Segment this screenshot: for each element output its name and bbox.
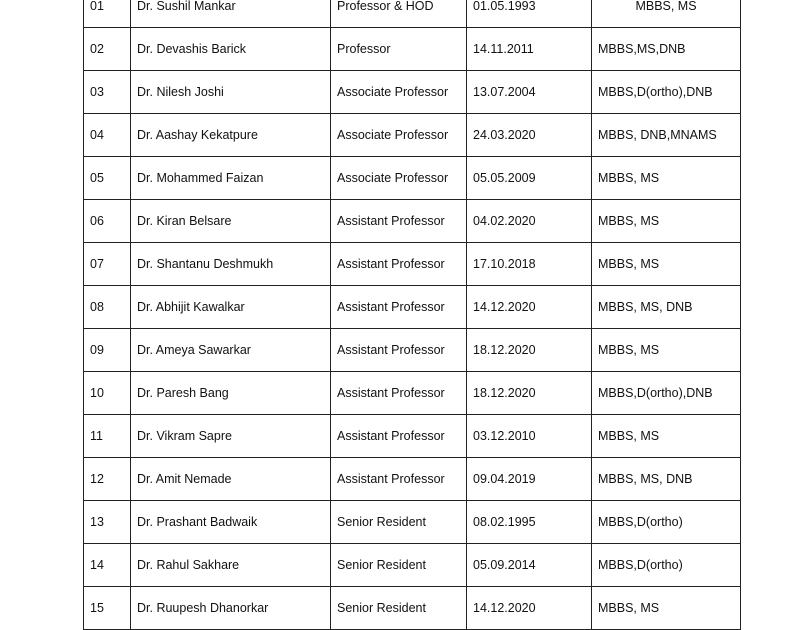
serial-number-cell: 04	[84, 114, 131, 157]
joining-date-cell: 18.12.2020	[467, 372, 592, 415]
doctor-name-cell: Dr. Kiran Belsare	[131, 200, 331, 243]
qualification-cell: MBBS, MS, DNB	[592, 286, 741, 329]
serial-number-cell: 10	[84, 372, 131, 415]
doctor-name-cell: Dr. Abhijit Kawalkar	[131, 286, 331, 329]
serial-number-cell: 07	[84, 243, 131, 286]
joining-date-cell: 03.12.2010	[467, 415, 592, 458]
table-row	[84, 372, 741, 415]
designation-cell: Assistant Professor	[331, 243, 467, 286]
qualification-cell: MBBS, MS	[592, 200, 741, 243]
designation-cell: Associate Professor	[331, 71, 467, 114]
qualification-cell: MBBS,D(ortho),DNB	[592, 372, 741, 415]
doctor-name-cell: Dr. Shantanu Deshmukh	[131, 243, 331, 286]
designation-cell: Senior Resident	[331, 587, 467, 630]
qualification-cell: MBBS,D(ortho)	[592, 501, 741, 544]
joining-date-cell: 08.02.1995	[467, 501, 592, 544]
designation-cell: Senior Resident	[331, 544, 467, 587]
joining-date-cell: 05.05.2009	[467, 157, 592, 200]
table-row	[84, 544, 741, 587]
qualification-cell: MBBS, MS	[592, 0, 741, 28]
joining-date-cell: 18.12.2020	[467, 329, 592, 372]
serial-number-cell: 05	[84, 157, 131, 200]
qualification-cell: MBBS,D(ortho)	[592, 544, 741, 587]
table-row	[84, 501, 741, 544]
faculty-table	[83, 0, 741, 630]
table-row	[84, 157, 741, 200]
designation-cell: Associate Professor	[331, 157, 467, 200]
table-row	[84, 200, 741, 243]
table-row	[84, 415, 741, 458]
doctor-name-cell: Dr. Devashis Barick	[131, 28, 331, 71]
qualification-cell: MBBS, MS	[592, 587, 741, 630]
joining-date-cell: 24.03.2020	[467, 114, 592, 157]
designation-cell: Assistant Professor	[331, 415, 467, 458]
doctor-name-cell: Dr. Sushil Mankar	[131, 0, 331, 28]
joining-date-cell: 05.09.2014	[467, 544, 592, 587]
qualification-cell: MBBS, DNB,MNAMS	[592, 114, 741, 157]
table-row	[84, 286, 741, 329]
table-row	[84, 329, 741, 372]
joining-date-cell: 01.05.1993	[467, 0, 592, 28]
serial-number-cell: 11	[84, 415, 131, 458]
serial-number-cell: 12	[84, 458, 131, 501]
doctor-name-cell: Dr. Rahul Sakhare	[131, 544, 331, 587]
qualification-cell: MBBS,MS,DNB	[592, 28, 741, 71]
table-row	[84, 0, 741, 28]
joining-date-cell: 04.02.2020	[467, 200, 592, 243]
qualification-cell: MBBS,D(ortho),DNB	[592, 71, 741, 114]
qualification-cell: MBBS, MS	[592, 243, 741, 286]
serial-number-cell: 02	[84, 28, 131, 71]
table-row	[84, 114, 741, 157]
designation-cell: Professor	[331, 28, 467, 71]
serial-number-cell: 06	[84, 200, 131, 243]
doctor-name-cell: Dr. Amit Nemade	[131, 458, 331, 501]
designation-cell: Professor & HOD	[331, 0, 467, 28]
table-row	[84, 587, 741, 630]
doctor-name-cell: Dr. Nilesh Joshi	[131, 71, 331, 114]
designation-cell: Assistant Professor	[331, 458, 467, 501]
serial-number-cell: 01	[84, 0, 131, 28]
doctor-name-cell: Dr. Vikram Sapre	[131, 415, 331, 458]
designation-cell: Associate Professor	[331, 114, 467, 157]
designation-cell: Senior Resident	[331, 501, 467, 544]
table-row	[84, 458, 741, 501]
qualification-cell: MBBS, MS	[592, 415, 741, 458]
qualification-cell: MBBS, MS, DNB	[592, 458, 741, 501]
joining-date-cell: 09.04.2019	[467, 458, 592, 501]
serial-number-cell: 09	[84, 329, 131, 372]
doctor-name-cell: Dr. Prashant Badwaik	[131, 501, 331, 544]
serial-number-cell: 13	[84, 501, 131, 544]
designation-cell: Assistant Professor	[331, 329, 467, 372]
serial-number-cell: 08	[84, 286, 131, 329]
doctor-name-cell: Dr. Aashay Kekatpure	[131, 114, 331, 157]
serial-number-cell: 14	[84, 544, 131, 587]
qualification-cell: MBBS, MS	[592, 157, 741, 200]
faculty-table-body	[84, 0, 741, 630]
doctor-name-cell: Dr. Ruupesh Dhanorkar	[131, 587, 331, 630]
table-row	[84, 28, 741, 71]
designation-cell: Assistant Professor	[331, 200, 467, 243]
doctor-name-cell: Dr. Ameya Sawarkar	[131, 329, 331, 372]
table-row	[84, 243, 741, 286]
designation-cell: Assistant Professor	[331, 372, 467, 415]
table-row	[84, 71, 741, 114]
serial-number-cell: 15	[84, 587, 131, 630]
joining-date-cell: 13.07.2004	[467, 71, 592, 114]
joining-date-cell: 14.12.2020	[467, 286, 592, 329]
designation-cell: Assistant Professor	[331, 286, 467, 329]
qualification-cell: MBBS, MS	[592, 329, 741, 372]
doctor-name-cell: Dr. Mohammed Faizan	[131, 157, 331, 200]
serial-number-cell: 03	[84, 71, 131, 114]
joining-date-cell: 17.10.2018	[467, 243, 592, 286]
doctor-name-cell: Dr. Paresh Bang	[131, 372, 331, 415]
joining-date-cell: 14.12.2020	[467, 587, 592, 630]
joining-date-cell: 14.11.2011	[467, 28, 592, 71]
